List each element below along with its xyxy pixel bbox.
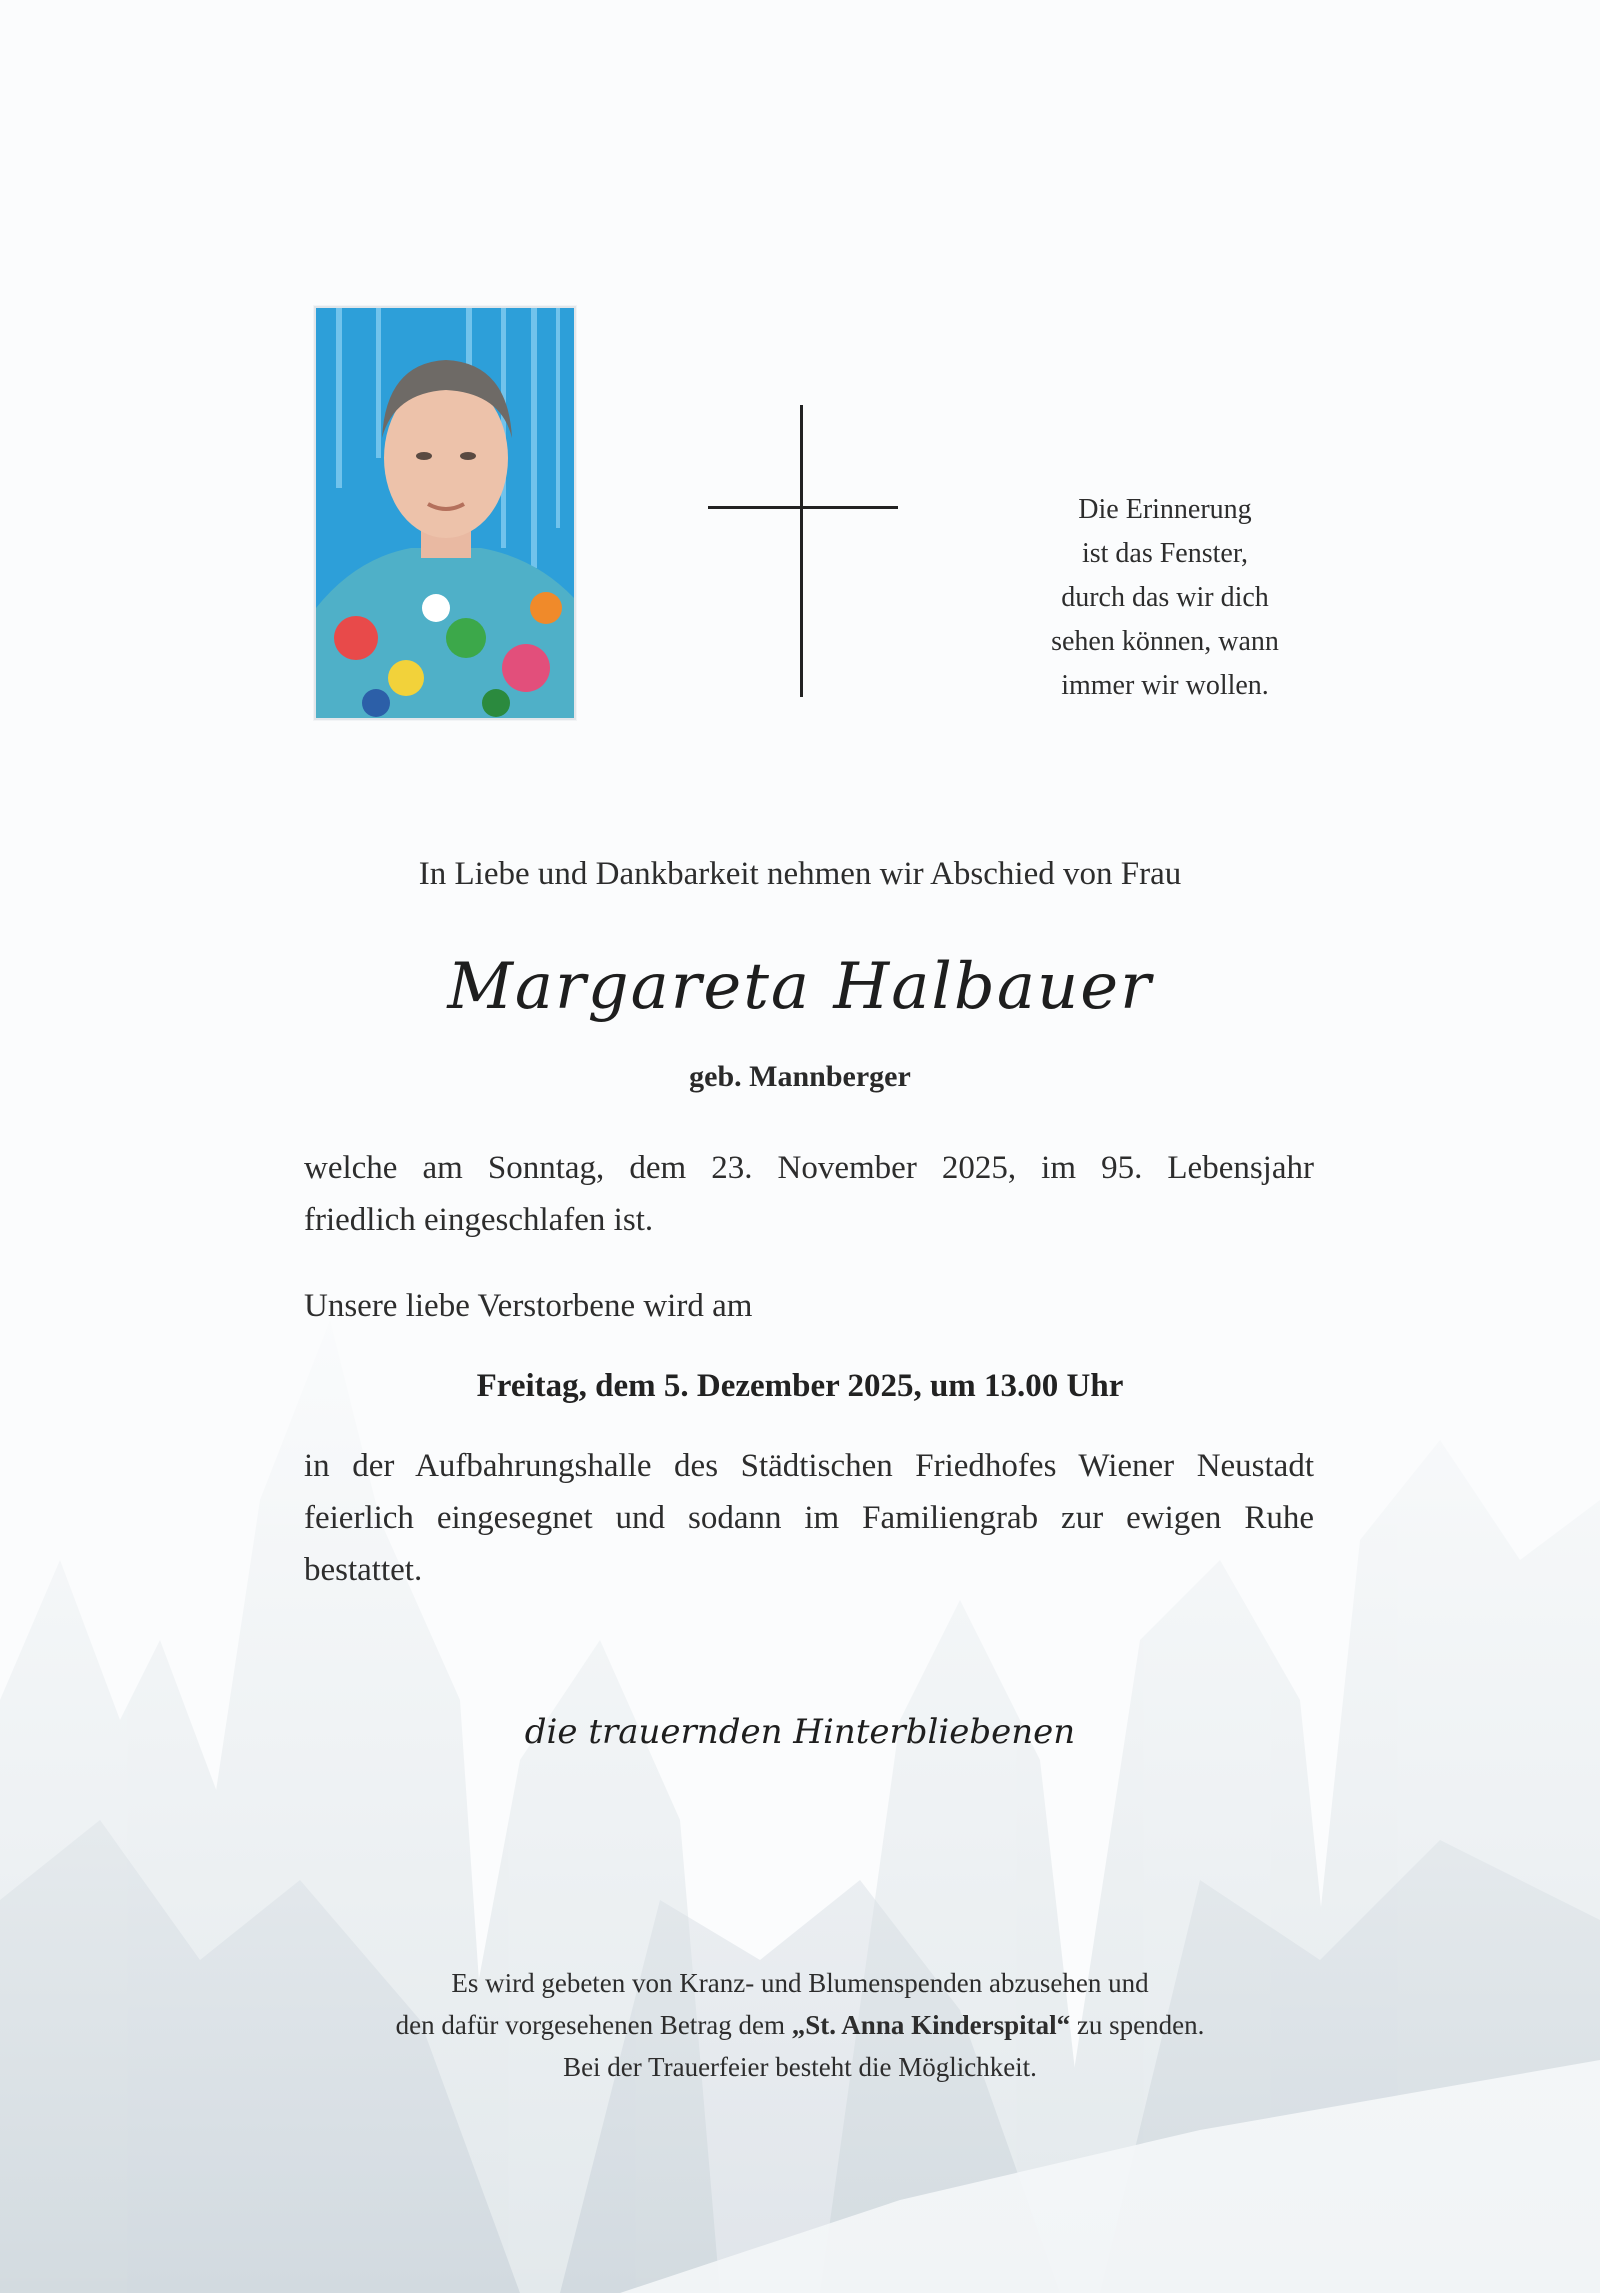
donation-note	[0, 1962, 1600, 2088]
note-line: Bei der Trauerfeier besteht die Möglichkeit.	[563, 2052, 1037, 2082]
note-text: zu spenden.	[1070, 2010, 1205, 2040]
ceremony-date: Freitag, dem 5. Dezember 2025, um 13.00 Uhr	[476, 1368, 1124, 1404]
text-line: feierlich eingesegnet und sodann im Familiengrab zur ewigen Ruhe	[304, 1500, 1314, 1536]
farewell-intro: In Liebe und Dankbarkeit nehmen wir Abschied von Frau	[418, 856, 1182, 892]
text-line: bestattet.	[304, 1552, 423, 1588]
portrait-photo	[314, 306, 576, 720]
birth-name: geb. Mannberger	[689, 1060, 911, 1093]
note-line: Es wird gebeten von Kranz- und Blumenspenden abzusehen und	[451, 1968, 1149, 1998]
ceremony-intro: Unsere liebe Verstorbene wird am	[304, 1288, 753, 1324]
passing-paragraph	[304, 1142, 1314, 1246]
deceased-name: Margareta Halbauer	[447, 950, 1153, 1024]
text-line: in der Aufbahrungshalle des Städtischen Friedhofes Wiener Neustadt	[304, 1448, 1314, 1484]
cross-icon	[708, 405, 898, 697]
memorial-quote	[1000, 488, 1330, 708]
quote-line: immer wir wollen.	[1061, 670, 1269, 701]
text-line: friedlich eingeschlafen ist.	[304, 1202, 654, 1238]
quote-line: durch das wir dich	[1061, 582, 1269, 613]
quote-line: ist das Fenster,	[1081, 538, 1249, 569]
note-line	[0, 2004, 1600, 2046]
note-text: den dafür vorgesehenen Betrag dem	[395, 2010, 792, 2040]
burial-paragraph	[304, 1440, 1314, 1596]
quote-line: Die Erinnerung	[1078, 494, 1252, 525]
charity-name: „St. Anna Kinderspital“	[791, 2010, 1071, 2040]
mourners-signature: die trauernden Hinterbliebenen	[524, 1712, 1076, 1752]
quote-line: sehen können, wann	[1051, 626, 1279, 657]
text-line: welche am Sonntag, dem 23. November 2025, im 95. Lebensjahr	[304, 1150, 1314, 1186]
